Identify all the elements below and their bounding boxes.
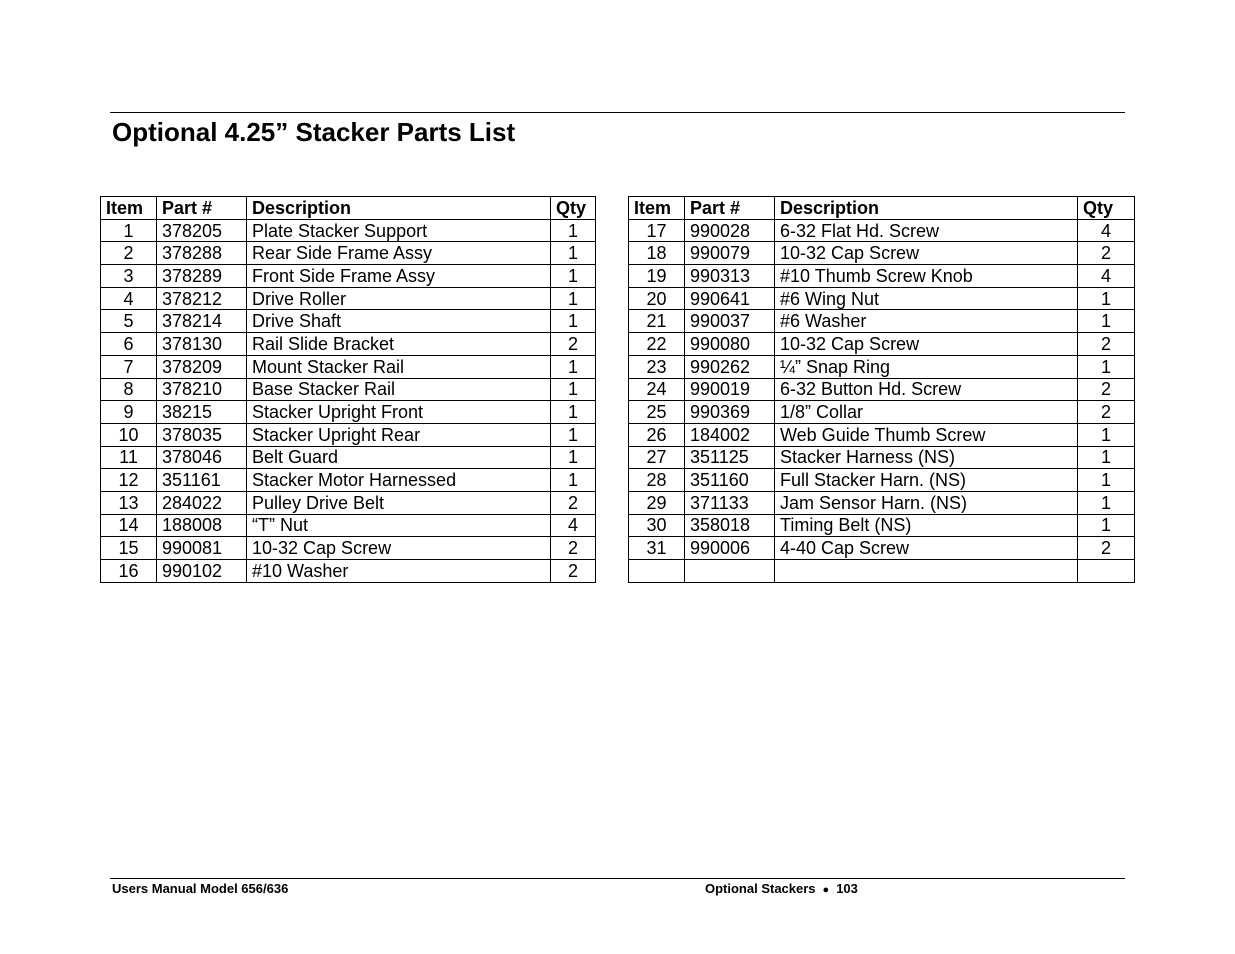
table-row [101,310,596,333]
item-cell: 21 [629,310,685,333]
qty-cell: 1 [551,469,596,492]
table-row [629,423,1135,446]
description-cell: Jam Sensor Harn. (NS) [775,491,1078,514]
qty-cell: 1 [1078,310,1135,333]
part-cell: 990262 [685,355,775,378]
item-cell [629,560,685,583]
item-cell: 2 [101,242,157,265]
item-cell: 15 [101,537,157,560]
table-row [101,560,596,583]
part-cell: 990313 [685,265,775,288]
description-column-header: Description [247,197,551,220]
qty-cell: 2 [1078,333,1135,356]
part-cell: 990079 [685,242,775,265]
description-cell: #10 Thumb Screw Knob [775,265,1078,288]
item-cell: 12 [101,469,157,492]
part-cell: 351125 [685,446,775,469]
qty-cell: 1 [1078,287,1135,310]
footer-divider [110,878,1125,879]
item-cell: 8 [101,378,157,401]
qty-cell: 2 [1078,242,1135,265]
description-cell: Plate Stacker Support [247,219,551,242]
qty-cell: 2 [551,560,596,583]
table-row [101,537,596,560]
table-row [629,287,1135,310]
qty-cell: 4 [551,514,596,537]
description-cell: Full Stacker Harn. (NS) [775,469,1078,492]
description-cell: Drive Roller [247,287,551,310]
item-cell: 6 [101,333,157,356]
description-cell: 6-32 Button Hd. Screw [775,378,1078,401]
part-column-header: Part # [157,197,247,220]
item-cell: 22 [629,333,685,356]
qty-cell: 1 [1078,355,1135,378]
part-cell: 378035 [157,423,247,446]
table-row [101,469,596,492]
description-cell: Front Side Frame Assy [247,265,551,288]
table-row [629,355,1135,378]
item-column-header: Item [629,197,685,220]
parts-table-left [100,196,596,583]
description-cell: Rear Side Frame Assy [247,242,551,265]
qty-cell: 1 [1078,514,1135,537]
table-row [629,242,1135,265]
part-cell: 358018 [685,514,775,537]
item-cell: 3 [101,265,157,288]
item-cell: 19 [629,265,685,288]
table-row [629,446,1135,469]
part-cell: 378212 [157,287,247,310]
part-cell: 284022 [157,491,247,514]
item-cell: 28 [629,469,685,492]
part-cell: 184002 [685,423,775,446]
description-cell: #6 Wing Nut [775,287,1078,310]
item-cell: 30 [629,514,685,537]
table-header-row [101,197,596,220]
qty-cell: 4 [1078,219,1135,242]
description-cell: 10-32 Cap Screw [775,242,1078,265]
qty-cell: 2 [551,333,596,356]
description-cell: 1/8” Collar [775,401,1078,424]
parts-table-right [628,196,1135,583]
table-row [629,219,1135,242]
qty-cell: 1 [551,401,596,424]
table-row [101,423,596,446]
table-row [101,219,596,242]
table-row [629,560,1135,583]
part-cell: 378210 [157,378,247,401]
part-cell: 990006 [685,537,775,560]
description-cell: 6-32 Flat Hd. Screw [775,219,1078,242]
part-cell: 990080 [685,333,775,356]
description-cell: #6 Washer [775,310,1078,333]
qty-cell: 1 [551,310,596,333]
qty-cell: 1 [551,265,596,288]
qty-cell: 4 [1078,265,1135,288]
description-cell: Stacker Harness (NS) [775,446,1078,469]
description-cell: Stacker Motor Harnessed [247,469,551,492]
item-cell: 4 [101,287,157,310]
item-cell: 31 [629,537,685,560]
page-title: Optional 4.25” Stacker Parts List [112,117,516,147]
description-cell: 4-40 Cap Screw [775,537,1078,560]
item-cell: 14 [101,514,157,537]
qty-cell: 1 [1078,423,1135,446]
qty-cell: 1 [551,219,596,242]
qty-cell [1078,560,1135,583]
item-cell: 10 [101,423,157,446]
qty-cell: 2 [1078,401,1135,424]
description-cell: “T” Nut [247,514,551,537]
table-row [629,310,1135,333]
description-cell [775,560,1078,583]
item-cell: 1 [101,219,157,242]
part-cell: 378288 [157,242,247,265]
part-cell: 188008 [157,514,247,537]
qty-cell: 1 [551,287,596,310]
item-cell: 7 [101,355,157,378]
qty-cell: 1 [551,423,596,446]
description-cell: ¼” Snap Ring [775,355,1078,378]
description-column-header: Description [775,197,1078,220]
qty-cell: 2 [551,537,596,560]
item-cell: 18 [629,242,685,265]
table-row [629,401,1135,424]
item-cell: 16 [101,560,157,583]
bullet-icon: ● [822,884,830,896]
footer-section: Optional Stackers [705,881,816,896]
part-cell: 371133 [685,491,775,514]
footer-manual-title: Users Manual Model 656/636 [112,881,289,896]
description-cell: Mount Stacker Rail [247,355,551,378]
qty-cell: 2 [1078,378,1135,401]
part-cell: 351161 [157,469,247,492]
table-header-row [629,197,1135,220]
item-cell: 20 [629,287,685,310]
qty-cell: 2 [1078,537,1135,560]
part-cell: 378205 [157,219,247,242]
part-cell: 990081 [157,537,247,560]
item-cell: 25 [629,401,685,424]
description-cell: Stacker Upright Front [247,401,551,424]
description-cell: Belt Guard [247,446,551,469]
part-column-header: Part # [685,197,775,220]
table-row [629,333,1135,356]
table-row [101,446,596,469]
description-cell: Drive Shaft [247,310,551,333]
table-row [101,514,596,537]
table-row [101,401,596,424]
part-cell: 990369 [685,401,775,424]
description-cell: Stacker Upright Rear [247,423,551,446]
part-cell: 351160 [685,469,775,492]
part-cell [685,560,775,583]
part-cell: 990028 [685,219,775,242]
part-cell: 990102 [157,560,247,583]
part-cell: 378046 [157,446,247,469]
header-divider [110,112,1125,113]
qty-cell: 1 [551,242,596,265]
part-cell: 378214 [157,310,247,333]
table-row [101,491,596,514]
item-cell: 26 [629,423,685,446]
description-cell: 10-32 Cap Screw [775,333,1078,356]
description-cell: 10-32 Cap Screw [247,537,551,560]
part-cell: 378289 [157,265,247,288]
part-cell: 378209 [157,355,247,378]
qty-cell: 1 [1078,469,1135,492]
part-cell: 990641 [685,287,775,310]
item-cell: 23 [629,355,685,378]
table-row [629,378,1135,401]
table-row [101,333,596,356]
qty-cell: 1 [551,355,596,378]
description-cell: Rail Slide Bracket [247,333,551,356]
item-column-header: Item [101,197,157,220]
item-cell: 27 [629,446,685,469]
part-cell: 990037 [685,310,775,333]
description-cell: Base Stacker Rail [247,378,551,401]
qty-cell: 2 [551,491,596,514]
table-row [101,355,596,378]
qty-column-header: Qty [551,197,596,220]
description-cell: Timing Belt (NS) [775,514,1078,537]
item-cell: 13 [101,491,157,514]
item-cell: 9 [101,401,157,424]
item-cell: 11 [101,446,157,469]
table-row [101,287,596,310]
table-row [629,514,1135,537]
description-cell: #10 Washer [247,560,551,583]
footer-page-number: 103 [836,881,858,896]
qty-cell: 1 [1078,446,1135,469]
part-cell: 378130 [157,333,247,356]
part-cell: 38215 [157,401,247,424]
footer-page-info [705,881,858,898]
table-row [629,265,1135,288]
item-cell: 24 [629,378,685,401]
table-row [101,265,596,288]
table-row [629,469,1135,492]
item-cell: 29 [629,491,685,514]
item-cell: 5 [101,310,157,333]
table-row [101,242,596,265]
qty-column-header: Qty [1078,197,1135,220]
description-cell: Web Guide Thumb Screw [775,423,1078,446]
table-row [629,537,1135,560]
qty-cell: 1 [551,378,596,401]
qty-cell: 1 [551,446,596,469]
qty-cell: 1 [1078,491,1135,514]
description-cell: Pulley Drive Belt [247,491,551,514]
table-row [629,491,1135,514]
item-cell: 17 [629,219,685,242]
part-cell: 990019 [685,378,775,401]
table-row [101,378,596,401]
